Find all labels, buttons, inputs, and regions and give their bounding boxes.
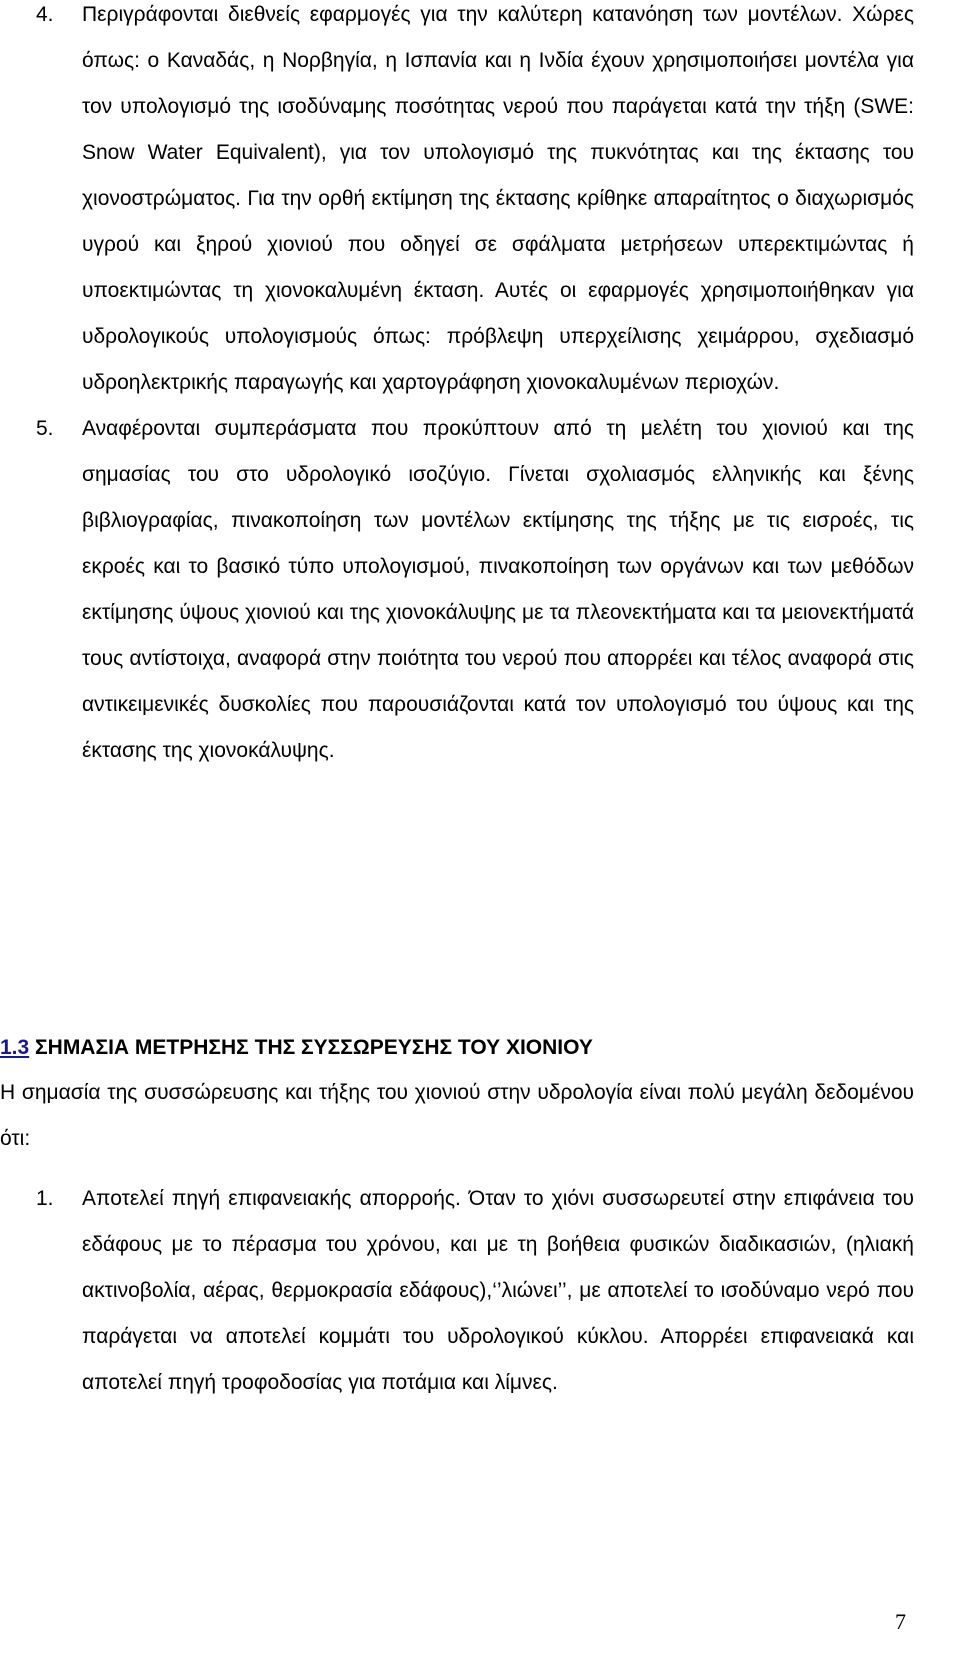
section-heading — [0, 1028, 914, 1068]
list-item-text: Αναφέρονται συμπεράσματα που προκύπτουν από τη μελέτη του χιονιού και της σημασίας του στο υδρολογικό ισοζύγιο. Γίνεται σχολιασμός ελληνικής και ξένης βιβλιογραφίας, πινακοποίηση των μοντέλων εκτίμησης της τήξης με τις εισροές, τις εκροές και το βασικό τύπο υπολογισμού, πινακοποίηση των οργάνων και των μεθόδων εκτίμησης ύψους χιονιού και της χιονοκάλυψης με τα πλεονεκτήματα και τα μειονεκτήματά τους αντίστοιχα, αναφορά στην ποιότητα του νερού που απορρέει και τέλος αναφορά στις αντικειμενικές δυσκολίες που παρουσιάζονται κατά τον υπολογισμό του ύψους και της έκτασης της χιονοκάλυψης. — [82, 417, 914, 762]
list-item-5 — [36, 406, 914, 774]
list-item-text: Αποτελεί πηγή επιφανειακής απορροής. Όταν το χιόνι συσσωρευτεί στην επιφάνεια του εδάφους με το πέρασμα του χρόνου, και με τη βοήθεια φυσικών διαδικασιών, (ηλιακή ακτινοβολία, αέρας, θερμοκρασία εδάφους),‘’λιώνει’’, με αποτελεί το ισοδύναμο νερό που παράγεται να αποτελεί κομμάτι του υδρολογικού κύκλου. Απορρέει επιφανειακά και αποτελεί πηγή τροφοδοσίας για ποτάμια και λίμνες. — [82, 1187, 914, 1394]
numbered-list-continued — [36, 0, 914, 774]
list-item-4 — [36, 0, 914, 406]
list-item-number: 5. — [36, 417, 54, 440]
list-item-number: 4. — [36, 3, 54, 26]
page-number: 7 — [895, 1609, 906, 1634]
list-item-number: 1. — [36, 1187, 54, 1210]
list-item-text: Περιγράφονται διεθνείς εφαρμογές για την καλύτερη κατανόηση των μοντέλων. Χώρες όπως: ο Καναδάς, η Νορβηγία, η Ισπανία και η Ινδία έχουν χρησιμοποιήσει μοντέλα για τον υπολογισμό της ισοδύναμης ποσότητας νερού που παράγεται κατά την τήξη (SWE: Snow Water Equivalent), για τον υπολογισμό της πυκνότητας και της έκτασης του χιονοστρώματος. Για την ορθή εκτίμηση της έκτασης κρίθηκε απαραίτητος ο διαχωρισμός υγρού και ξηρού χιονιού που οδηγεί σε σφάλματα μετρήσεων υπερεκτιμώντας ή υποεκτιμώντας τη χιονοκαλυμένη έκταση. Αυτές οι εφαρμογές χρησιμοποιήθηκαν για υδρολογικούς υπολογισμούς όπως: πρόβλεψη υπερχείλισης χειμάρρου, σχεδιασμό υδροηλεκτρικής παραγωγής και χαρτογράφηση χιονοκαλυμένων περιοχών. — [82, 3, 914, 394]
section-number: 1.3 — [0, 1036, 30, 1059]
section-title: ΣΗΜΑΣΙΑ ΜΕΤΡΗΣΗΣ ΤΗΣ ΣΥΣΣΩΡΕΥΣΗΣ ΤΟΥ ΧΙΟΝΙΟΥ — [35, 1036, 593, 1059]
list-item-1 — [36, 1176, 914, 1406]
section-intro-paragraph: Η σημασία της συσσώρευσης και τήξης του χιονιού στην υδρολογία είναι πολύ μεγάλη δεδομένου ότι: — [0, 1081, 914, 1150]
numbered-list — [36, 1176, 914, 1406]
